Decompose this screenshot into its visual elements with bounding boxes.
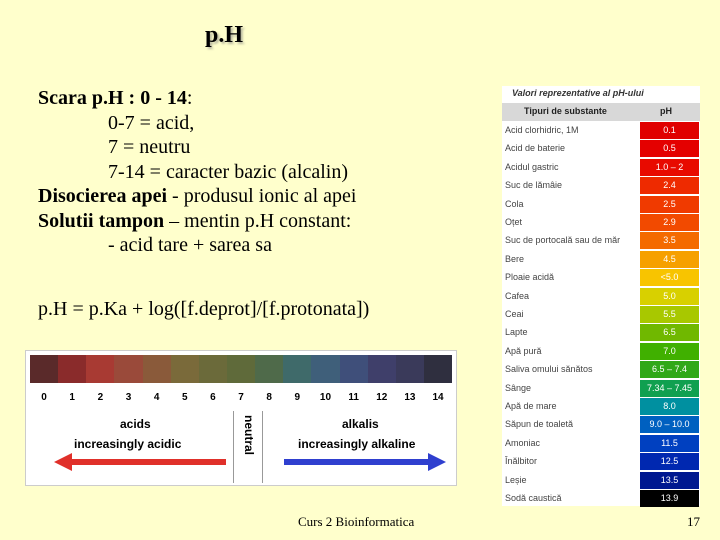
swatch-14	[424, 355, 452, 383]
table-row	[502, 435, 700, 453]
substance-name: Ploaie acidă	[505, 272, 555, 283]
scale-number: 8	[266, 392, 272, 403]
table-row	[502, 306, 700, 324]
substance-name: Suc de portocală sau de măr	[505, 235, 621, 246]
swatch-12	[368, 355, 396, 383]
table-row	[502, 269, 700, 287]
substance-name: Cafea	[505, 290, 530, 301]
substance-name: Sânge	[505, 382, 532, 393]
ph-value: 8.0	[640, 398, 699, 415]
ph-value: 12.5	[640, 453, 699, 470]
swatch-2	[86, 355, 114, 383]
table-row	[502, 177, 700, 195]
ph-scale-colon: :	[186, 87, 193, 109]
neutral-label: neutral	[242, 415, 256, 456]
substance-name: Leșie	[505, 474, 527, 485]
ph-value: <5.0	[640, 269, 699, 286]
table-title: Valori reprezentative al pH-ului	[512, 88, 644, 98]
ph-value: 11.5	[640, 435, 699, 452]
color-swatches	[30, 355, 452, 383]
table-row	[502, 214, 700, 232]
scale-number: 0	[41, 392, 47, 403]
substance-name: Săpun de toaletă	[505, 419, 574, 430]
ph-scale-image	[25, 350, 457, 486]
swatch-8	[255, 355, 283, 383]
swatch-1	[58, 355, 86, 383]
ph-value: 0.1	[640, 122, 699, 139]
acids-label: acids	[120, 417, 151, 431]
increasingly-alkaline-label: increasingly alkaline	[298, 437, 416, 451]
substance-name: Oțet	[505, 217, 523, 227]
scale-number: 7	[238, 392, 244, 403]
header-ph: pH	[660, 106, 672, 116]
ph-value: 6.5	[640, 324, 699, 341]
table-row	[502, 380, 700, 398]
scale-number: 4	[153, 392, 160, 403]
ph-value: 5.5	[640, 306, 699, 323]
ph-scale-label: Scara p.H : 0 - 14	[38, 87, 187, 109]
buffer-label: Solutii tampon	[38, 209, 165, 232]
increasingly-acidic-label: increasingly acidic	[74, 437, 182, 451]
table-row	[502, 324, 700, 342]
swatch-11	[340, 355, 368, 383]
table-row	[502, 472, 700, 490]
ph-values-table	[502, 86, 700, 506]
substance-name: Apă de mare	[505, 401, 557, 411]
buffer-text: – mentin p.H constant:	[164, 209, 352, 232]
scale-number: 1	[69, 392, 75, 403]
scale-number: 2	[97, 392, 104, 403]
table-row	[502, 288, 700, 306]
swatch-9	[283, 355, 311, 383]
swatch-4	[143, 355, 171, 383]
alkalis-label: alkalis	[342, 417, 379, 431]
ph-value: 13.5	[640, 472, 699, 489]
scale-numbers	[30, 389, 452, 407]
header-substance: Tipuri de substante	[524, 106, 607, 116]
swatch-13	[396, 355, 424, 383]
bullet-dissociation	[38, 184, 356, 209]
table-row	[502, 453, 700, 471]
ph-value: 5.0	[640, 288, 699, 305]
substance-name: Acid de baterie	[505, 143, 566, 154]
bullet-buffer	[38, 209, 356, 234]
substance-name: Bere	[505, 253, 525, 264]
bullet-ph-scale	[38, 86, 356, 111]
table-row	[502, 159, 700, 177]
ph-value: 7.34 – 7.45	[640, 380, 699, 397]
substance-name: Ceai	[505, 309, 524, 319]
dissociation-text: - produsul ionic al apei	[167, 185, 357, 207]
scale-number: 12	[376, 392, 388, 403]
ph-value: 9.0 – 10.0	[640, 416, 699, 433]
substance-name: Suc de lămâie	[505, 180, 563, 191]
table-header	[502, 103, 700, 121]
scale-number: 3	[125, 392, 132, 403]
ph-value: 4.5	[640, 251, 699, 268]
scale-number: 5	[181, 392, 188, 403]
swatch-10	[311, 355, 339, 383]
bullet-list	[38, 86, 356, 258]
table-row	[502, 361, 700, 379]
substance-name: Cola	[505, 198, 524, 209]
substance-name: Acidul gastric	[505, 161, 559, 172]
footer-text: Curs 2 Bioinformatica	[298, 514, 415, 529]
scale-number: 11	[348, 392, 359, 403]
bullet-buffer-composition: - acid tare + sarea sa	[108, 234, 272, 256]
swatch-6	[199, 355, 227, 383]
substance-name: Înălbitor	[505, 456, 538, 467]
table-row	[502, 122, 700, 140]
dissociation-label: Disocierea apei	[38, 185, 168, 207]
table-row	[502, 251, 700, 269]
scale-number: 9	[294, 392, 301, 403]
scale-number: 10	[319, 392, 332, 403]
table-row	[502, 343, 700, 361]
alkaline-arrow	[284, 459, 430, 465]
bullet-neutral: 7 = neutru	[108, 136, 191, 158]
ph-value: 1.0 – 2	[640, 159, 699, 176]
ph-value: 3.5	[640, 232, 699, 249]
swatch-7	[227, 355, 255, 383]
table-row	[502, 140, 700, 158]
ph-value: 2.9	[640, 214, 699, 231]
henderson-formula: p.H = p.Ka + log([f.deprot]/[f.protonata])	[38, 298, 370, 320]
swatch-0	[30, 355, 58, 383]
substance-name: Sodă caustică	[505, 493, 562, 503]
substance-name: Amoniac	[505, 437, 541, 448]
ph-value: 2.5	[640, 196, 699, 213]
ph-value: 7.0	[640, 343, 699, 360]
ph-value: 6.5 – 7.4	[640, 361, 699, 378]
substance-name: Saliva omului sănătos	[505, 364, 593, 375]
neutral-label-box	[234, 415, 260, 479]
table-row	[502, 196, 700, 214]
arrow-right-icon	[428, 453, 446, 471]
page-number: 17	[687, 514, 700, 529]
scale-number: 13	[404, 392, 416, 403]
substance-name: Apă pură	[505, 345, 542, 356]
ph-value: 0.5	[640, 140, 699, 157]
scale-number: 6	[210, 392, 216, 403]
acid-arrow	[70, 459, 226, 465]
table-row	[502, 398, 700, 416]
ph-value: 13.9	[640, 490, 699, 507]
substance-name: Lapte	[505, 327, 528, 338]
swatch-5	[171, 355, 199, 383]
slide-title: p.H	[205, 22, 244, 48]
table-row	[502, 232, 700, 250]
bullet-acid: 0-7 = acid,	[108, 111, 195, 134]
bullet-basic: 7-14 = caracter bazic (alcalin)	[108, 160, 349, 183]
ph-value: 2.4	[640, 177, 699, 194]
substance-name: Acid clorhidric, 1M	[505, 125, 579, 135]
swatch-3	[114, 355, 142, 383]
scale-number: 14	[432, 392, 444, 403]
table-row	[502, 490, 700, 508]
table-row	[502, 416, 700, 434]
